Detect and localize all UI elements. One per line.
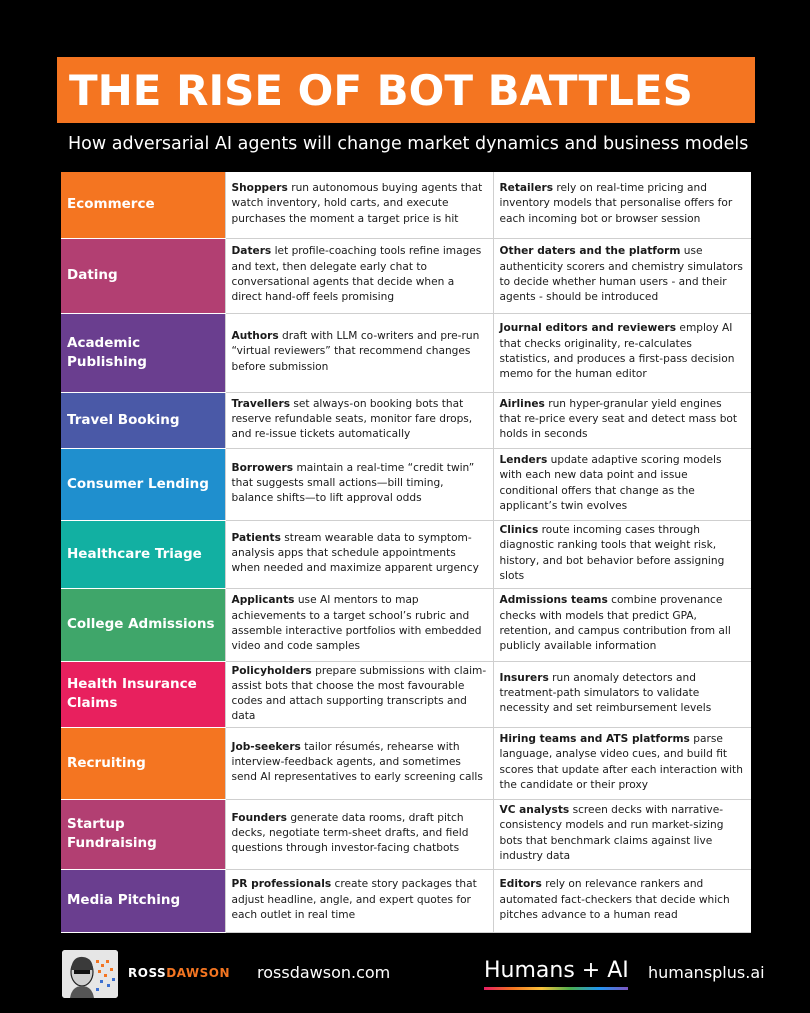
actor-description: parse language, analyse video cues, and build fit scores that update after each interaction with the candidate or their proxy bbox=[499, 733, 743, 791]
cell-paragraph bbox=[232, 181, 487, 227]
table-row bbox=[61, 448, 751, 520]
actor-label: Job-seekers bbox=[231, 740, 301, 753]
actor-description: combine provenance checks with models that predict GPA, retention, and campus contribution from all publicly available information bbox=[499, 594, 731, 653]
table-row bbox=[61, 392, 751, 448]
agent-side-cell bbox=[225, 448, 493, 520]
avatar bbox=[62, 950, 118, 998]
actor-description: route incoming cases through diagnostic ranking tools that weight risk, history, and bot behavior before assigning slots bbox=[499, 523, 725, 582]
cell-paragraph bbox=[232, 461, 487, 507]
actor-description: draft with LLM co-writers and pre-run “virtual reviewers” that recommend changes before submission bbox=[231, 330, 480, 373]
cell-content bbox=[500, 316, 746, 389]
title-banner bbox=[57, 57, 755, 123]
cell-content bbox=[232, 241, 487, 310]
category-cell: Academic Publishing bbox=[61, 313, 225, 392]
cell-content bbox=[500, 451, 746, 517]
actor-description: run anomaly detectors and treatment-path simulators to validate necessity and set reimbursement levels bbox=[499, 671, 712, 715]
counter-side-cell bbox=[493, 392, 751, 448]
cell-content bbox=[500, 802, 746, 866]
cell-content bbox=[232, 451, 487, 517]
cell-content bbox=[232, 174, 487, 234]
actor-description: maintain a real-time “credit twin” that suggests small actions—bill timing, balance shifts—to lift approval odds bbox=[231, 461, 475, 505]
page-title: THE RISE OF BOT BATTLES bbox=[69, 65, 693, 115]
agent-side-cell bbox=[225, 172, 493, 238]
cell-content bbox=[500, 523, 746, 585]
actor-description: generate data rooms, draft pitch decks, negotiate term-sheet drafts, and field questions through investor-facing chatbots bbox=[231, 811, 469, 855]
table-body bbox=[61, 172, 751, 932]
actor-label: Insurers bbox=[499, 671, 549, 684]
cell-content bbox=[500, 395, 746, 445]
actor-label: Borrowers bbox=[231, 461, 294, 474]
cell-paragraph bbox=[232, 664, 487, 725]
cell-content bbox=[500, 730, 746, 796]
actor-label: Daters bbox=[231, 245, 272, 258]
category-cell: Startup Fundraising bbox=[61, 799, 225, 869]
actor-description: employ AI that checks originality, re-calculates statistics, and produces a first-pass decision memo for the human editor bbox=[499, 322, 735, 381]
counter-side-cell bbox=[493, 172, 751, 238]
actor-label: Founders bbox=[231, 811, 287, 824]
table-row bbox=[61, 172, 751, 238]
actor-description: create story packages that adjust headline, angle, and expert quotes for each outlet in real time bbox=[231, 878, 477, 921]
cell-content bbox=[232, 316, 487, 389]
actor-description: use AI mentors to map achievements to a target school’s rubric and assemble interactive portfolios with embedded video and code samples bbox=[231, 594, 482, 653]
actor-label: Airlines bbox=[499, 397, 545, 410]
agent-side-cell bbox=[225, 392, 493, 448]
cell-paragraph bbox=[500, 244, 746, 305]
cell-content bbox=[232, 802, 487, 866]
agent-side-cell bbox=[225, 727, 493, 799]
actor-label: Retailers bbox=[499, 182, 554, 195]
cell-paragraph bbox=[232, 329, 487, 375]
cell-content bbox=[500, 591, 746, 658]
cell-paragraph bbox=[500, 593, 746, 654]
actor-label: PR professionals bbox=[231, 878, 332, 891]
agent-side-cell bbox=[225, 661, 493, 727]
table-row bbox=[61, 520, 751, 588]
actor-label: Shoppers bbox=[231, 182, 288, 195]
cell-paragraph bbox=[232, 593, 487, 654]
category-cell: Ecommerce bbox=[61, 172, 225, 238]
counter-side-cell bbox=[493, 869, 751, 932]
category-cell: Recruiting bbox=[61, 727, 225, 799]
cell-paragraph bbox=[500, 523, 746, 584]
table-row bbox=[61, 588, 751, 661]
counter-side-cell bbox=[493, 238, 751, 313]
cell-paragraph bbox=[500, 321, 746, 382]
counter-side-cell bbox=[493, 520, 751, 588]
actor-description: let profile-coaching tools refine images and text, then delegate early chat to conversational agents that decide when a direct hand-off feels promising bbox=[231, 245, 482, 304]
actor-description: set always-on booking bots that reserve refundable seats, monitor fare drops, and re-issue tickets automatically bbox=[231, 397, 473, 441]
agent-side-cell bbox=[225, 588, 493, 661]
actor-label: Hiring teams and ATS platforms bbox=[499, 733, 690, 746]
category-cell: College Admissions bbox=[61, 588, 225, 661]
actor-description: prepare submissions with claim-assist bots that choose the most favourable codes and attach supporting transcripts and data bbox=[231, 664, 487, 723]
cell-content bbox=[232, 872, 487, 929]
category-cell: Dating bbox=[61, 238, 225, 313]
actor-label: Editors bbox=[499, 878, 542, 891]
actor-label: Patients bbox=[231, 531, 281, 544]
counter-side-cell bbox=[493, 588, 751, 661]
actor-description: run hyper-granular yield engines that re-price every seat and detect mass bot holds in seconds bbox=[499, 397, 738, 441]
rossdawson-logo: ROSSDAWSON bbox=[128, 966, 231, 980]
humansplus-url[interactable]: humansplus.ai bbox=[648, 963, 765, 982]
table-row bbox=[61, 727, 751, 799]
actor-label: Journal editors and reviewers bbox=[499, 322, 677, 335]
humans-plus-ai-logo: Humans + AI bbox=[484, 958, 629, 983]
cell-content bbox=[232, 664, 487, 725]
counter-side-cell bbox=[493, 727, 751, 799]
table-row bbox=[61, 238, 751, 313]
actor-label: VC analysts bbox=[499, 804, 570, 817]
cell-content bbox=[232, 523, 487, 585]
counter-side-cell bbox=[493, 799, 751, 869]
cell-paragraph bbox=[500, 732, 746, 793]
category-cell: Media Pitching bbox=[61, 869, 225, 932]
comparison-table bbox=[61, 172, 751, 933]
counter-side-cell bbox=[493, 448, 751, 520]
footer bbox=[0, 946, 810, 1006]
page-subtitle: How adversarial AI agents will change market dynamics and business models bbox=[68, 134, 749, 154]
actor-description: tailor résumés, rehearse with interview-feedback agents, and sometimes send AI representatives to early screening calls bbox=[231, 740, 483, 784]
cell-paragraph bbox=[500, 671, 746, 717]
table-row bbox=[61, 869, 751, 932]
cell-paragraph bbox=[500, 397, 746, 443]
cell-paragraph bbox=[232, 811, 487, 857]
cell-paragraph bbox=[500, 181, 746, 227]
actor-label: Policyholders bbox=[231, 664, 312, 677]
category-cell: Consumer Lending bbox=[61, 448, 225, 520]
cell-content bbox=[500, 174, 746, 234]
actor-label: Admissions teams bbox=[499, 594, 608, 607]
cell-content bbox=[232, 591, 487, 658]
cell-content bbox=[500, 872, 746, 929]
agent-side-cell bbox=[225, 313, 493, 392]
table-row bbox=[61, 313, 751, 392]
table-row bbox=[61, 799, 751, 869]
category-cell: Healthcare Triage bbox=[61, 520, 225, 588]
counter-side-cell bbox=[493, 313, 751, 392]
rainbow-underline bbox=[484, 987, 628, 990]
counter-side-cell bbox=[493, 661, 751, 727]
cell-content bbox=[232, 730, 487, 796]
category-cell: Health Insurance Claims bbox=[61, 661, 225, 727]
cell-paragraph bbox=[500, 877, 746, 923]
agent-side-cell bbox=[225, 869, 493, 932]
actor-description: use authenticity scorers and chemistry simulators to decide whether human users - and their agents - should be introduced bbox=[499, 245, 743, 304]
actor-label: Lenders bbox=[499, 453, 548, 466]
category-cell: Travel Booking bbox=[61, 392, 225, 448]
cell-content bbox=[500, 664, 746, 724]
actor-description: update adaptive scoring models with each new data point and issue conditional offers that change as the applicant’s twin evolves bbox=[499, 453, 722, 512]
actor-description: rely on relevance rankers and automated fact-checkers that decide which pitches advance to a human read bbox=[499, 878, 730, 921]
actor-label: Other daters and the platform bbox=[499, 245, 681, 258]
cell-paragraph bbox=[232, 244, 487, 305]
actor-label: Clinics bbox=[499, 523, 539, 536]
cell-content bbox=[232, 395, 487, 445]
actor-description: run autonomous buying agents that watch inventory, hold carts, and execute purchases the moment a target price is hit bbox=[231, 182, 483, 225]
cell-paragraph bbox=[232, 397, 487, 443]
actor-description: rely on real-time pricing and inventory models that personalise offers for each incoming bot or browser session bbox=[499, 182, 733, 225]
agent-side-cell bbox=[225, 238, 493, 313]
agent-side-cell bbox=[225, 799, 493, 869]
table-row bbox=[61, 661, 751, 727]
cell-paragraph bbox=[500, 803, 746, 864]
actor-label: Travellers bbox=[231, 397, 291, 410]
agent-side-cell bbox=[225, 520, 493, 588]
cell-paragraph bbox=[232, 531, 487, 577]
cell-paragraph bbox=[232, 877, 487, 923]
portrait-avatar-icon bbox=[62, 950, 118, 998]
cell-content bbox=[500, 241, 746, 310]
cell-paragraph bbox=[500, 453, 746, 514]
actor-description: stream wearable data to symptom-analysis apps that schedule appointments when needed and maximize apparent urgency bbox=[231, 531, 479, 575]
actor-label: Applicants bbox=[231, 594, 295, 607]
actor-label: Authors bbox=[231, 330, 279, 343]
actor-description: screen decks with narrative-consistency models and run market-sizing bots that benchmark claims against live industry data bbox=[499, 804, 724, 862]
rossdawson-url[interactable]: rossdawson.com bbox=[257, 963, 391, 982]
cell-paragraph bbox=[232, 740, 487, 786]
